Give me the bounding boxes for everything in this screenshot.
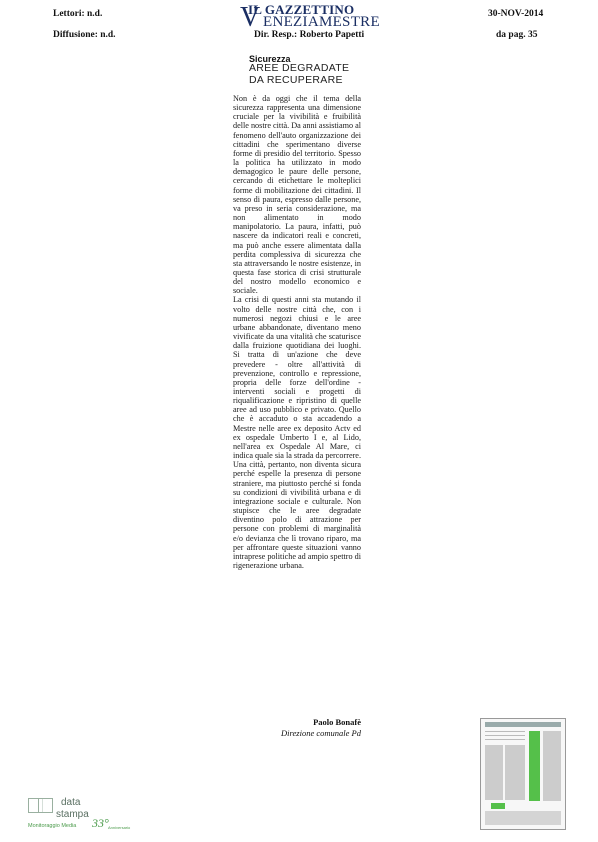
article-paragraph: Non è da oggi che il tema della sicurezza rappresenta una dimensione cruciale per la vivibilità e fruibilità delle nostre città. Da anni assistiamo al fenomeno dell'auto organizzazione dei cittadini che sperimentano diverse forme di presidio del territorio. Spesso la politica ha utilizzato in modo demagogico le paure delle persone, cercando di etichettare le molteplici forme di mobilitazione dei cittadini. Il senso di paura, espresso dalle persone, va preso in seria considerazione, ma non alimentato in modo manipolatorio. La paura, infatti, può nascere da indicatori reali e concreti, ma può anche essere alimentata dalla perdita complessiva di sicurezza che sta attraversando le nostre esistenze, in questa fase storica di crisi strutturale del nostro modello economico e sociale. [233, 94, 362, 296]
thumbnail-footer-block [485, 811, 561, 825]
thumbnail-highlight-block [491, 803, 505, 809]
article-body [233, 94, 361, 570]
thumbnail-masthead [485, 722, 561, 727]
logo-years: 33° [92, 816, 109, 830]
masthead-newspaper-name: IL GAZZETTINO [248, 2, 355, 17]
masthead-initial: V [240, 2, 261, 33]
logo-anniversary: Anniversario [108, 825, 131, 830]
thumbnail-column [543, 731, 561, 801]
thumbnail-text-line [485, 731, 525, 732]
article-author-role: Direzione comunale Pd [281, 728, 361, 738]
distribution-label: Diffusione: n.d. [53, 30, 116, 40]
datastampa-logo [28, 796, 138, 836]
article-paragraph: La crisi di questi anni sta mutando il volto delle nostre città che, con i numerosi negozi chiusi e le aree urbane abbandonate, diventano meno vivificate da una vitalità che scaturisce dalla fruizione quotidiana dei luoghi. Si tratta di un'azione che deve prevedere - oltre all'attività di prevenzione, controllo e repressione, propria delle forze dell'ordine - interventi sociali e progetti di riqualificazione e ripristino di quelle aree ad uso pubblico e privato. Quello che è accaduto o sta accadendo a Mestre nelle aree ex deposito Actv ed ex ospedale Umberto I e, al Lido, nell'area ex Ospedale Al Mare, ci indica quale sia la strada da percorrere. Una città, pertanto, non diventa sicura perché espelle la presenza di persone straniere, ma piuttosto perché si fonda su condizioni di vivibilità urbana e di integrazione sociale e culturale. Non stupisce che le aree degradate diventino polo di attrazione per persone con problemi di marginalità e/o devianza che lì trovano riparo, ma per affrontare queste situazioni vanno intraprese politiche ad ampio spettro di rigenerazione urbana. [233, 295, 362, 570]
masthead-edition: ENEZIAMESTRE [263, 14, 380, 30]
article-author: Paolo Bonafè [313, 717, 361, 727]
director-label: Dir. Resp.: Roberto Papetti [254, 30, 365, 40]
article-title-line: AREE DEGRADATE [249, 62, 350, 74]
thumbnail-column [505, 745, 525, 800]
page-thumbnail [480, 718, 566, 830]
readers-label: Lettori: n.d. [53, 9, 103, 19]
logo-tagline: Monitoraggio Media [28, 823, 77, 829]
article-title [249, 62, 349, 86]
article-kicker: Sicurezza [249, 54, 291, 64]
logo-square-icon [38, 798, 53, 813]
thumbnail-column [485, 745, 503, 800]
logo-word: data [61, 797, 81, 808]
page-reference: da pag. 35 [496, 30, 538, 40]
thumbnail-text-line [485, 739, 525, 740]
date-label: 30-NOV-2014 [488, 9, 544, 19]
article-title-line: DA RECUPERARE [249, 74, 343, 86]
thumbnail-text-line [485, 735, 525, 736]
logo-word: stampa [56, 809, 89, 820]
thumbnail-article-highlight [529, 731, 540, 801]
